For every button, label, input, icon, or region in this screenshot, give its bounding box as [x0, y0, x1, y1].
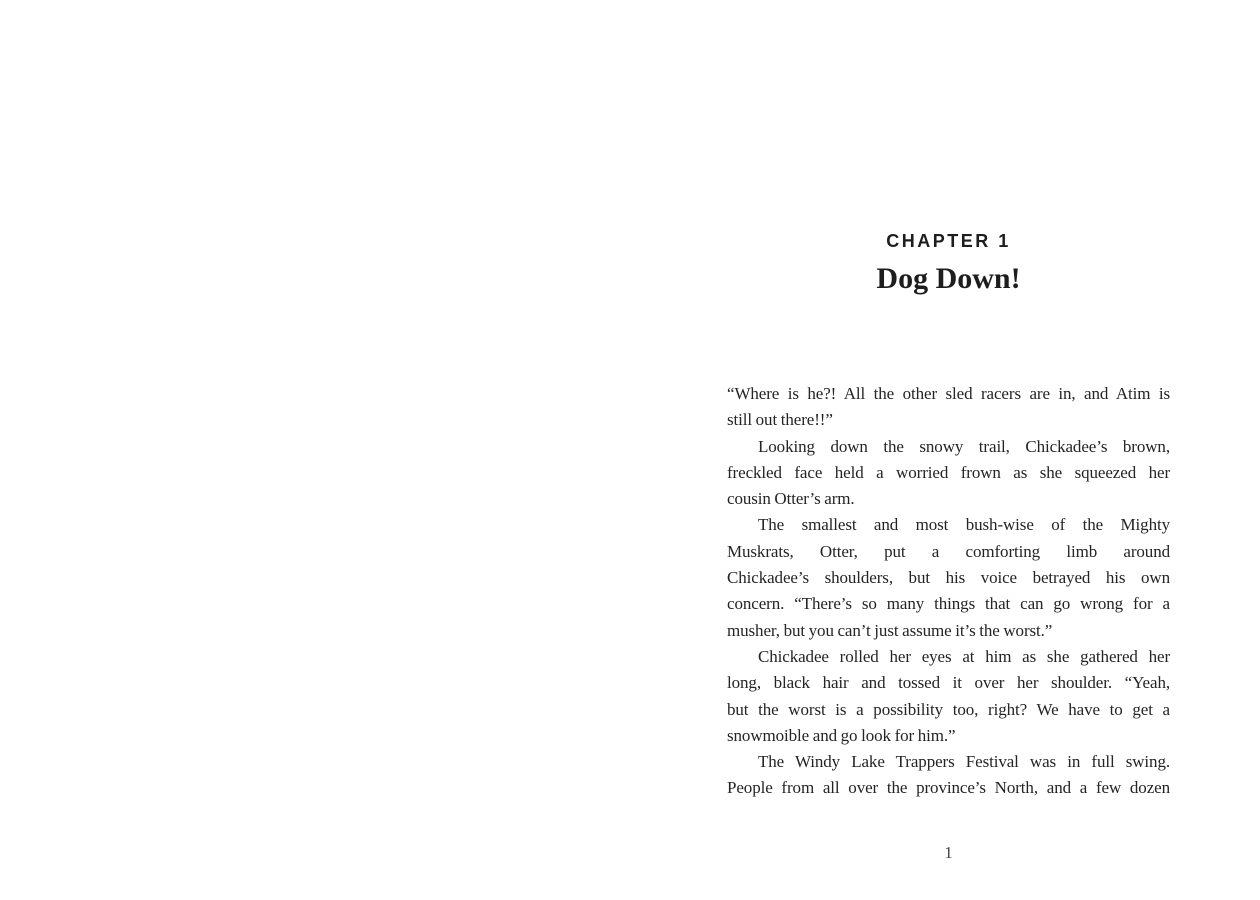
text-line: The Windy Lake Trappers Festival was in full swing. [758, 752, 1170, 772]
text-line: still out there!!” [727, 410, 833, 430]
chapter-label: CHAPTER 1 [886, 231, 1011, 251]
text-line: People from all over the province’s North, and a few dozen [727, 778, 1170, 798]
chapter-title: Dog Down! [876, 262, 1021, 295]
text-line: Chickadee rolled her eyes at him as she gathered her [758, 646, 1170, 666]
text-line: Looking down the snowy trail, Chickadee’s brown, [758, 436, 1170, 456]
page-number: 1 [944, 843, 953, 862]
text-line: freckled face held a worried frown as she squeezed her [727, 462, 1170, 482]
text-line: long, black hair and tossed it over her shoulder. “Yeah, [727, 673, 1170, 693]
text-line: but the worst is a possibility too, right? We have to get a [727, 699, 1170, 719]
text-line: “Where is he?! All the other sled racers are in, and Atim is [727, 384, 1170, 403]
text-line: snowmoible and go look for him.” [727, 725, 956, 745]
text-line: concern. “There’s so many things that can go wrong for a [727, 594, 1170, 614]
text-line: Muskrats, Otter, put a comforting limb around [727, 541, 1170, 561]
body-text [727, 381, 1170, 802]
text-line: Chickadee’s shoulders, but his voice betrayed his own [727, 568, 1170, 588]
text-line: musher, but you can’t just assume it’s the worst.” [727, 620, 1053, 640]
text-line: The smallest and most bush-wise of the Mighty [758, 515, 1170, 535]
text-line: cousin Otter’s arm. [727, 489, 855, 509]
text-column [727, 0, 1170, 900]
